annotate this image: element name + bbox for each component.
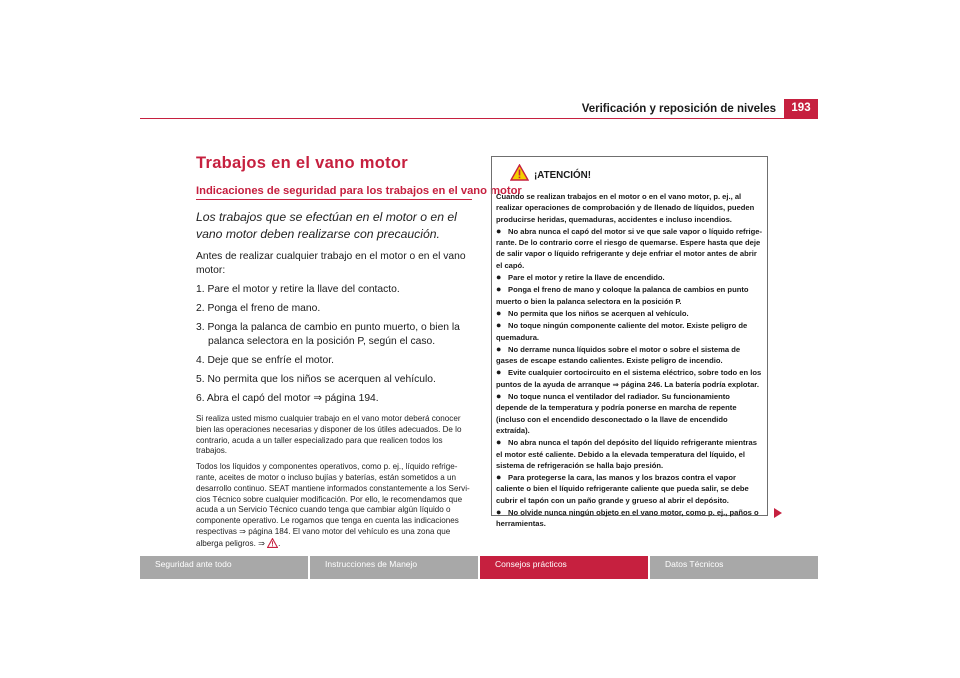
intro-text: Los trabajos que se efectúan en el motor o en el vano motor deben realizarse con precaución.: [196, 210, 457, 241]
warning-item-text: No olvide nunca ningún objeto en el vano motor, como p. ej., paños o herramientas.: [496, 508, 759, 529]
bullet-icon: ●: [496, 272, 502, 283]
footer-tab-seguridad[interactable]: Seguridad ante todo: [140, 556, 308, 579]
step-item: 2. Ponga el freno de mano.: [196, 303, 321, 314]
header-rule: [140, 118, 818, 119]
footer-tab-instrucciones[interactable]: Instrucciones de Manejo: [310, 556, 478, 579]
footer-tab-datos[interactable]: Datos Técnicos: [650, 556, 818, 579]
bullet-icon: ●: [496, 225, 502, 236]
warning-item-text: No abra nunca el capó del motor si ve que sale vapor o líquido refrige-rante. De lo contrario corre el riesgo de quemarse. Espere hasta que deje de salir vapor o líquido refrigerante y deje enfriar el motor antes de abrir el capó.: [496, 226, 763, 270]
warning-item: [496, 320, 763, 343]
warning-item: [496, 344, 763, 367]
warning-item-text: Ponga el freno de mano y coloque la palanca de cambios en punto muerto o bien la palanca selectora en la posición P.: [496, 285, 749, 306]
step-item: 5. No permita que los niños se acerquen al vehículo.: [196, 374, 436, 385]
steps-lead: Antes de realizar cualquier trabajo en el motor o en el vano motor:: [196, 251, 466, 276]
step-item: 6. Abra el capó del motor ⇒ página 194.: [196, 393, 379, 404]
warning-item-text: Pare el motor y retire la llave de encendido.: [508, 273, 665, 283]
bullet-icon: ●: [496, 343, 502, 354]
warning-header: [496, 163, 763, 187]
info-paragraph-2: Todos los líquidos y componentes operativos, como p. ej., líquido refrige-rante, aceites de motor o incluso bujías y baterías, están sometidos a un desarrollo continuo. SEAT mantiene informados constantemente a los Servi-cios Técnico sobre cualquier modificación. Por ello, le recomendamos que acuda a un Servicio Técnico cuando tenga que cambiar algún líquido o componente operativo. Le rogamos que tenga en cuenta las indicaciones respectivas ⇒ página 184. El vano motor del vehículo es una zona que alberga peligros. ⇒ .: [196, 462, 472, 551]
bullet-icon: ●: [496, 320, 502, 331]
bullet-icon: ●: [496, 391, 502, 402]
warning-item: [496, 391, 763, 436]
running-header-title: Verificación y reposición de niveles: [581, 103, 776, 115]
info-paragraph-1: Si realiza usted mismo cualquier trabajo en el vano motor deberá conocer bien las operaciones necesarias y disponer de los útiles adecuados. De lo contrario, acuda a un taller especializado para que realicen todos los trabajos.: [196, 414, 462, 456]
warning-item: [496, 272, 763, 283]
section-title: Trabajos en el vano motor: [196, 154, 408, 172]
step-item: 3. Ponga la palanca de cambio en punto muerto, o bien la palanca selectora en la posición P, según el caso.: [196, 322, 460, 347]
warning-item-text: No toque ningún componente caliente del motor. Existe peligro de quemadura.: [496, 321, 748, 342]
warning-item: [496, 437, 763, 471]
warning-item-text: No permita que los niños se acerquen al vehículo.: [508, 308, 689, 318]
warning-item-text: Para protegerse la cara, las manos y los brazos contra el vapor caliente o bien el líquido refrigerante caliente que pueda salir, se debe cubrir el tapón con un paño grande y grueso al abrir el depósito.: [496, 473, 749, 505]
warning-item: [496, 367, 763, 390]
warning-item-text: No abra nunca el tapón del depósito del líquido refrigerante mientras el motor esté caliente. Debido a la elevada temperatura del líquido, el sistema de refrigeración se halla bajo presión.: [496, 438, 757, 470]
bullet-icon: ●: [496, 507, 502, 518]
step-item: 1. Pare el motor y retire la llave del contacto.: [196, 284, 400, 295]
info-paragraph-2-text: Todos los líquidos y componentes operativos, como p. ej., líquido refrige-rante, aceites de motor o incluso bujías y baterías, están sometidos a un desarrollo continuo. SEAT mantiene informados constantemente a los Servi-cios Técnico sobre cualquier modificación. Por ello, le recomendamos que acuda a un Servicio Técnico cuando tenga que cambiar algún líquido o componente operativo. Le rogamos que tenga en cuenta las indicaciones respectivas ⇒ página 184. El vano motor del vehículo es una zona que alberga peligros. ⇒: [196, 462, 470, 548]
warning-box: [491, 156, 768, 529]
warning-item-text: No toque nunca el ventilador del radiador. Su funcionamiento depende de la temperatura y podría ponerse en marcha de repente (incluso con el encendido desconectado o la llave de encendido extraída).: [496, 392, 737, 435]
warning-item-text: Evite cualquier cortocircuito en el sistema eléctrico, sobre todo en los puntos de la ayuda de arranque ⇒ página 246. La batería podría explotar.: [496, 368, 762, 389]
warning-item: [496, 308, 763, 319]
subsection-title: Indicaciones de seguridad para los trabajos en el vano motor: [196, 185, 472, 200]
footer-tab-consejos[interactable]: Consejos prácticos: [480, 556, 648, 579]
warning-item: [496, 472, 763, 506]
warning-triangle-icon: [267, 538, 278, 552]
step-item: 4. Deje que se enfríe el motor.: [196, 355, 334, 366]
warning-item: [496, 226, 763, 271]
continue-arrow-icon: [774, 508, 782, 518]
warning-item: [496, 507, 763, 530]
bullet-icon: ●: [496, 472, 502, 483]
warning-triangle-icon: [496, 164, 529, 186]
warning-item-text: No derrame nunca líquidos sobre el motor o sobre el sistema de gases de escape estando calientes. Existe peligro de incendio.: [496, 344, 741, 366]
bullet-icon: ●: [496, 437, 502, 448]
steps-list: [196, 283, 472, 406]
bullet-icon: ●: [496, 284, 502, 295]
bullet-icon: ●: [496, 307, 502, 318]
page-number: 193: [784, 99, 818, 118]
warning-intro: Cuando se realizan trabajos en el motor o en el vano motor, p. ej., al realizar operaciones de comprobación y de llenado de líquidos, pueden producirse heridas, quemaduras, accidentes e incluso incendios.: [496, 192, 755, 224]
warning-title: ¡ATENCIÓN!: [534, 169, 591, 181]
warning-item: [496, 284, 763, 307]
bullet-icon: ●: [496, 367, 502, 378]
left-column: [196, 154, 522, 557]
